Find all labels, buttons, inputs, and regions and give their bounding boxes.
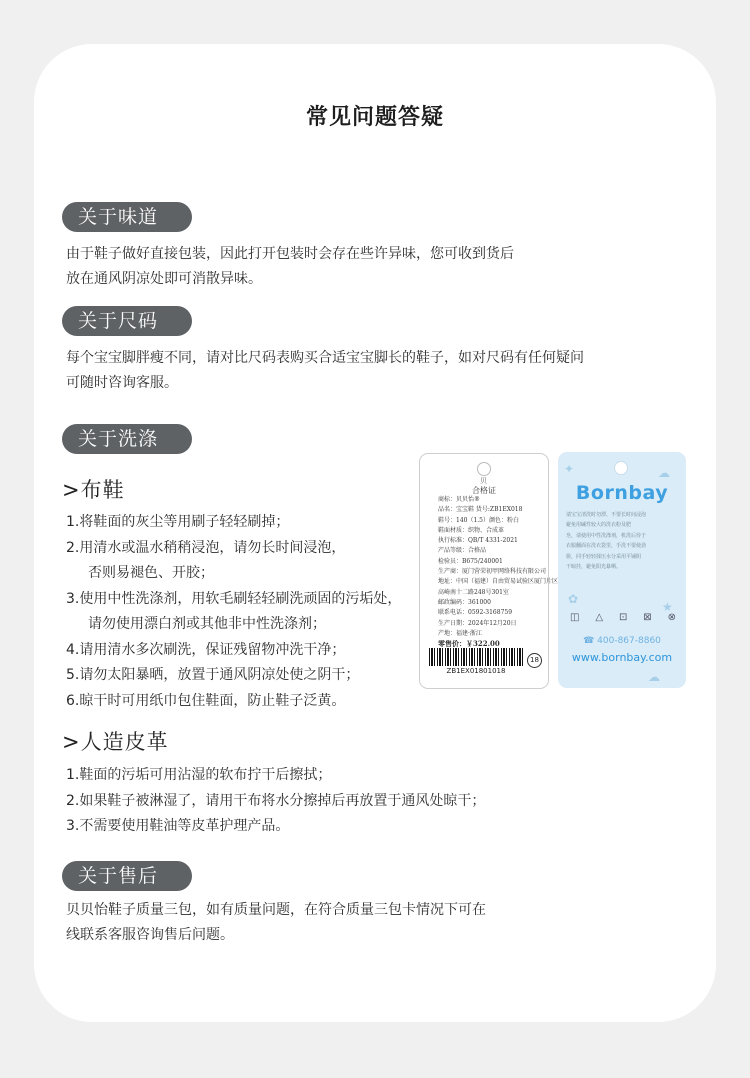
certificate-line: 品名：宝宝鞋 货号:ZB1EX018 [438, 506, 523, 514]
tag-hole [477, 462, 491, 476]
certificate-title: 合格证 [472, 486, 496, 495]
size-paragraph [66, 346, 584, 396]
dry-icon: ⊡ [618, 612, 628, 623]
list-item: 2.如果鞋子被淋湿了，请用干布将水分擦掉后再放置于通风处晾干； [66, 792, 486, 809]
certificate-price: 零售价：￥322.00 [438, 639, 500, 649]
page-title: 常见问题答疑 [305, 105, 444, 130]
no-tumble-dry-icon: ⊠ [643, 612, 652, 623]
certificate-line: 地址：中国（福建）自由贸易试验区厦门片区 [438, 578, 559, 586]
certificate-line: 生产商：厦门营荣初甲网络科技有限公司 [438, 568, 547, 576]
section-heading-washing: 关于洗涤 [62, 424, 192, 454]
care-instructions [566, 510, 678, 572]
paragraph-line: 每个宝宝脚胖瘦不同，请对比尺码表购买合适宝宝脚长的鞋子，如对尺码有任何疑问 [66, 350, 584, 366]
paragraph-line: 线联系客服咨询售后问题。 [66, 927, 234, 943]
doodle-icon: ☁ [648, 670, 660, 684]
section-heading-after-sales: 关于售后 [62, 861, 192, 891]
list-item: 1.将鞋面的灰尘等用刷子轻轻刷掉； [66, 514, 290, 530]
paragraph-line: 贝贝怡鞋子质量三包，如有质量问题，在符合质量三包卡情况下可在 [66, 902, 486, 918]
doodle-icon: ★ [662, 600, 673, 614]
certificate-line: 生产日期：2024年12月20日 [438, 619, 517, 627]
list-item: 否则易褪色、开胶； [88, 565, 214, 581]
care-symbols [570, 612, 676, 623]
barcode-icon [429, 648, 523, 666]
section-heading-size: 关于尺码 [62, 306, 192, 336]
certificate-line: 产品等级：合格品 [438, 547, 487, 555]
smell-paragraph [66, 242, 514, 292]
list-item: 1.鞋面的污垢可用沾湿的软布拧干后擦拭； [66, 767, 332, 783]
certificate-line: 检验员：B675/240001 [438, 557, 503, 565]
leather-heading: >人造皮革 [62, 730, 169, 754]
certificate-line: 高崎南十二路248号301室 [438, 588, 509, 596]
list-item: 请勿使用漂白剂或其他非中性洗涤剂； [88, 616, 326, 632]
brand-tag [558, 452, 686, 688]
certificate-details [438, 495, 558, 649]
care-line: 皂，请使用中性洗涤剂，机洗后待于 [566, 532, 647, 539]
cloth-shoes-list [66, 510, 401, 714]
certificate-line: 联系电话：0592-3168759 [438, 609, 513, 617]
leather-list [66, 763, 485, 840]
size-badge: 18 [527, 653, 542, 668]
after-sales-paragraph [66, 898, 486, 948]
certificate-line: 鞋号：140（1.5）颜色：粉白 [438, 516, 519, 524]
list-item: 3.不需要使用鞋油等皮革护理产品。 [66, 818, 290, 834]
paragraph-line: 由于鞋子做好直接包装，因此打开包装时会存在些许异味，您可收到货后 [66, 246, 514, 262]
brand-logo-icon: 贝 [480, 477, 487, 485]
cloth-shoes-heading: >布鞋 [62, 478, 125, 502]
hotline: ☎ 400-867-8860 [583, 636, 661, 646]
care-line: 请宝宝清洗时勿漂、不要长时间浸泡 [566, 512, 647, 518]
wash-icon: ◫ [570, 612, 580, 623]
certificate-line: 商标：贝贝怡® [438, 496, 481, 503]
care-line: 干晾挂，避免阳光暴晒。 [566, 564, 622, 571]
paragraph-line: 放在通风阴凉处即可消散异味。 [66, 271, 262, 287]
section-heading-smell: 关于味道 [62, 202, 192, 232]
qualification-tag [419, 453, 559, 689]
certificate-line: 鞋面材质：织物、合成革 [438, 526, 505, 534]
list-item: 2.用清水或温水稍稍浸泡，请勿长时间浸泡， [66, 539, 346, 556]
website: www.bornbay.com [571, 651, 673, 664]
care-line: 衣服翻面在洗衣袋里，手洗不要使劲 [566, 543, 647, 550]
no-bleach-icon: △ [595, 612, 604, 623]
list-item: 5.请勿太阳暴晒，放置于通风阴凉处使之阴干； [66, 667, 360, 683]
faq-card [34, 44, 716, 1022]
certificate-line: 执行标准：QB/T 4331-2021 [438, 537, 518, 545]
barcode-number: ZB1EX01801018 [446, 667, 506, 675]
doodle-icon: ☁ [658, 466, 670, 480]
paragraph-line: 可随时咨询客服。 [66, 375, 178, 391]
tag-hole [614, 461, 628, 475]
list-item: 6.晾干时可用纸巾包住鞋面，防止鞋子泛黄。 [66, 692, 346, 709]
brand-name: Bornbay [575, 482, 669, 504]
care-line: 搓，同手轻轻揉压水分采用平铺阴 [566, 553, 642, 560]
certificate-line: 产地：福建·浙江 [438, 629, 482, 637]
doodle-icon: ✦ [564, 462, 575, 476]
care-line: 避免用碱性较大的洗衣粉及肥 [566, 522, 632, 529]
list-item: 4.请用清水多次刷洗，保证残留物冲洗干净； [66, 641, 346, 658]
doodle-icon: ✿ [568, 592, 579, 606]
no-dry-clean-icon: ⊗ [667, 612, 676, 623]
list-item: 3.使用中性洗涤剂，用软毛刷轻轻刷洗顽固的污垢处， [66, 590, 402, 607]
certificate-line: 邮政编码：361000 [438, 598, 491, 606]
